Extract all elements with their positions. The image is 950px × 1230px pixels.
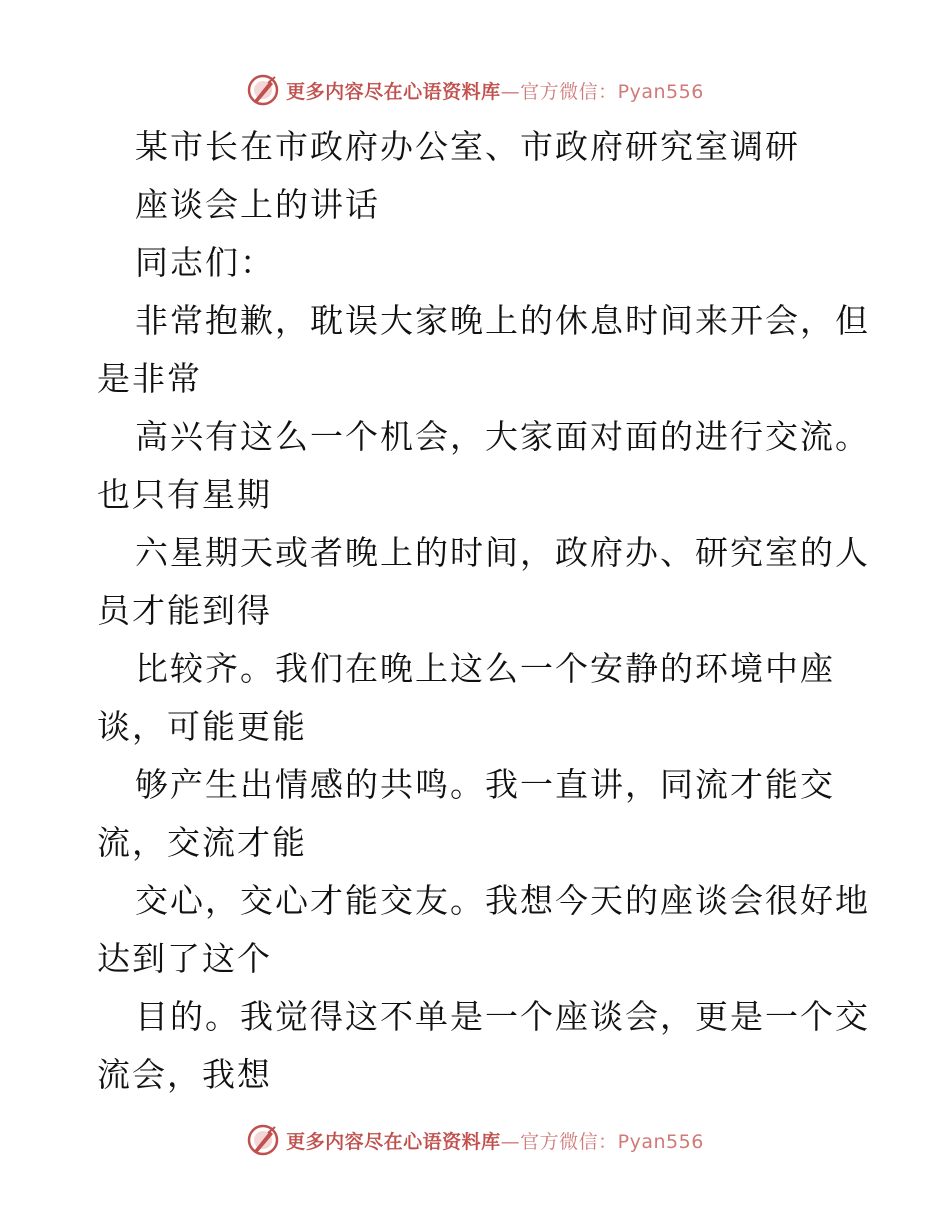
salutation: 同志们： xyxy=(135,243,275,282)
watermark-contact: —官方微信：Pyan556 xyxy=(500,80,704,103)
paragraph-line: 六星期天或者晚上的时间，政府办、研究室的人 xyxy=(135,533,870,572)
paragraph-line: 是非常 xyxy=(97,359,202,398)
title-line-2: 座谈会上的讲话 xyxy=(135,185,380,224)
paragraph-line: 达到了这个 xyxy=(97,939,272,978)
paragraph-line: 谈，可能更能 xyxy=(97,707,307,746)
watermark-contact: —官方微信：Pyan556 xyxy=(500,1130,704,1153)
paragraph-line: 够产生出情感的共鸣。我一直讲，同流才能交 xyxy=(135,765,835,804)
watermark-footer xyxy=(0,1120,950,1160)
document-body xyxy=(0,118,950,1104)
paragraph-line: 流，交流才能 xyxy=(97,823,307,862)
paragraph-line: 高兴有这么一个机会，大家面对面的进行交流。 xyxy=(135,417,870,456)
watermark-brand: 更多内容尽在心语资料库 xyxy=(286,1130,501,1153)
title-line-1: 某市长在市政府办公室、市政府研究室调研 xyxy=(135,127,800,166)
paragraph-line: 交心，交心才能交友。我想今天的座谈会很好地 xyxy=(135,881,870,920)
paragraph-line: 非常抱歉，耽误大家晚上的休息时间来开会，但 xyxy=(135,301,870,340)
watermark-brand: 更多内容尽在心语资料库 xyxy=(286,80,501,103)
quill-pen-logo-icon xyxy=(246,1123,280,1157)
paragraph-line: 目的。我觉得这不单是一个座谈会，更是一个交 xyxy=(135,997,870,1036)
paragraph-line: 比较齐。我们在晚上这么一个安静的环境中座 xyxy=(135,649,835,688)
watermark-header xyxy=(0,70,950,110)
quill-pen-logo-icon xyxy=(246,73,280,107)
paragraph-line: 也只有星期 xyxy=(97,475,272,514)
paragraph-line: 流会，我想 xyxy=(97,1055,272,1094)
paragraph-line: 员才能到得 xyxy=(97,591,272,630)
